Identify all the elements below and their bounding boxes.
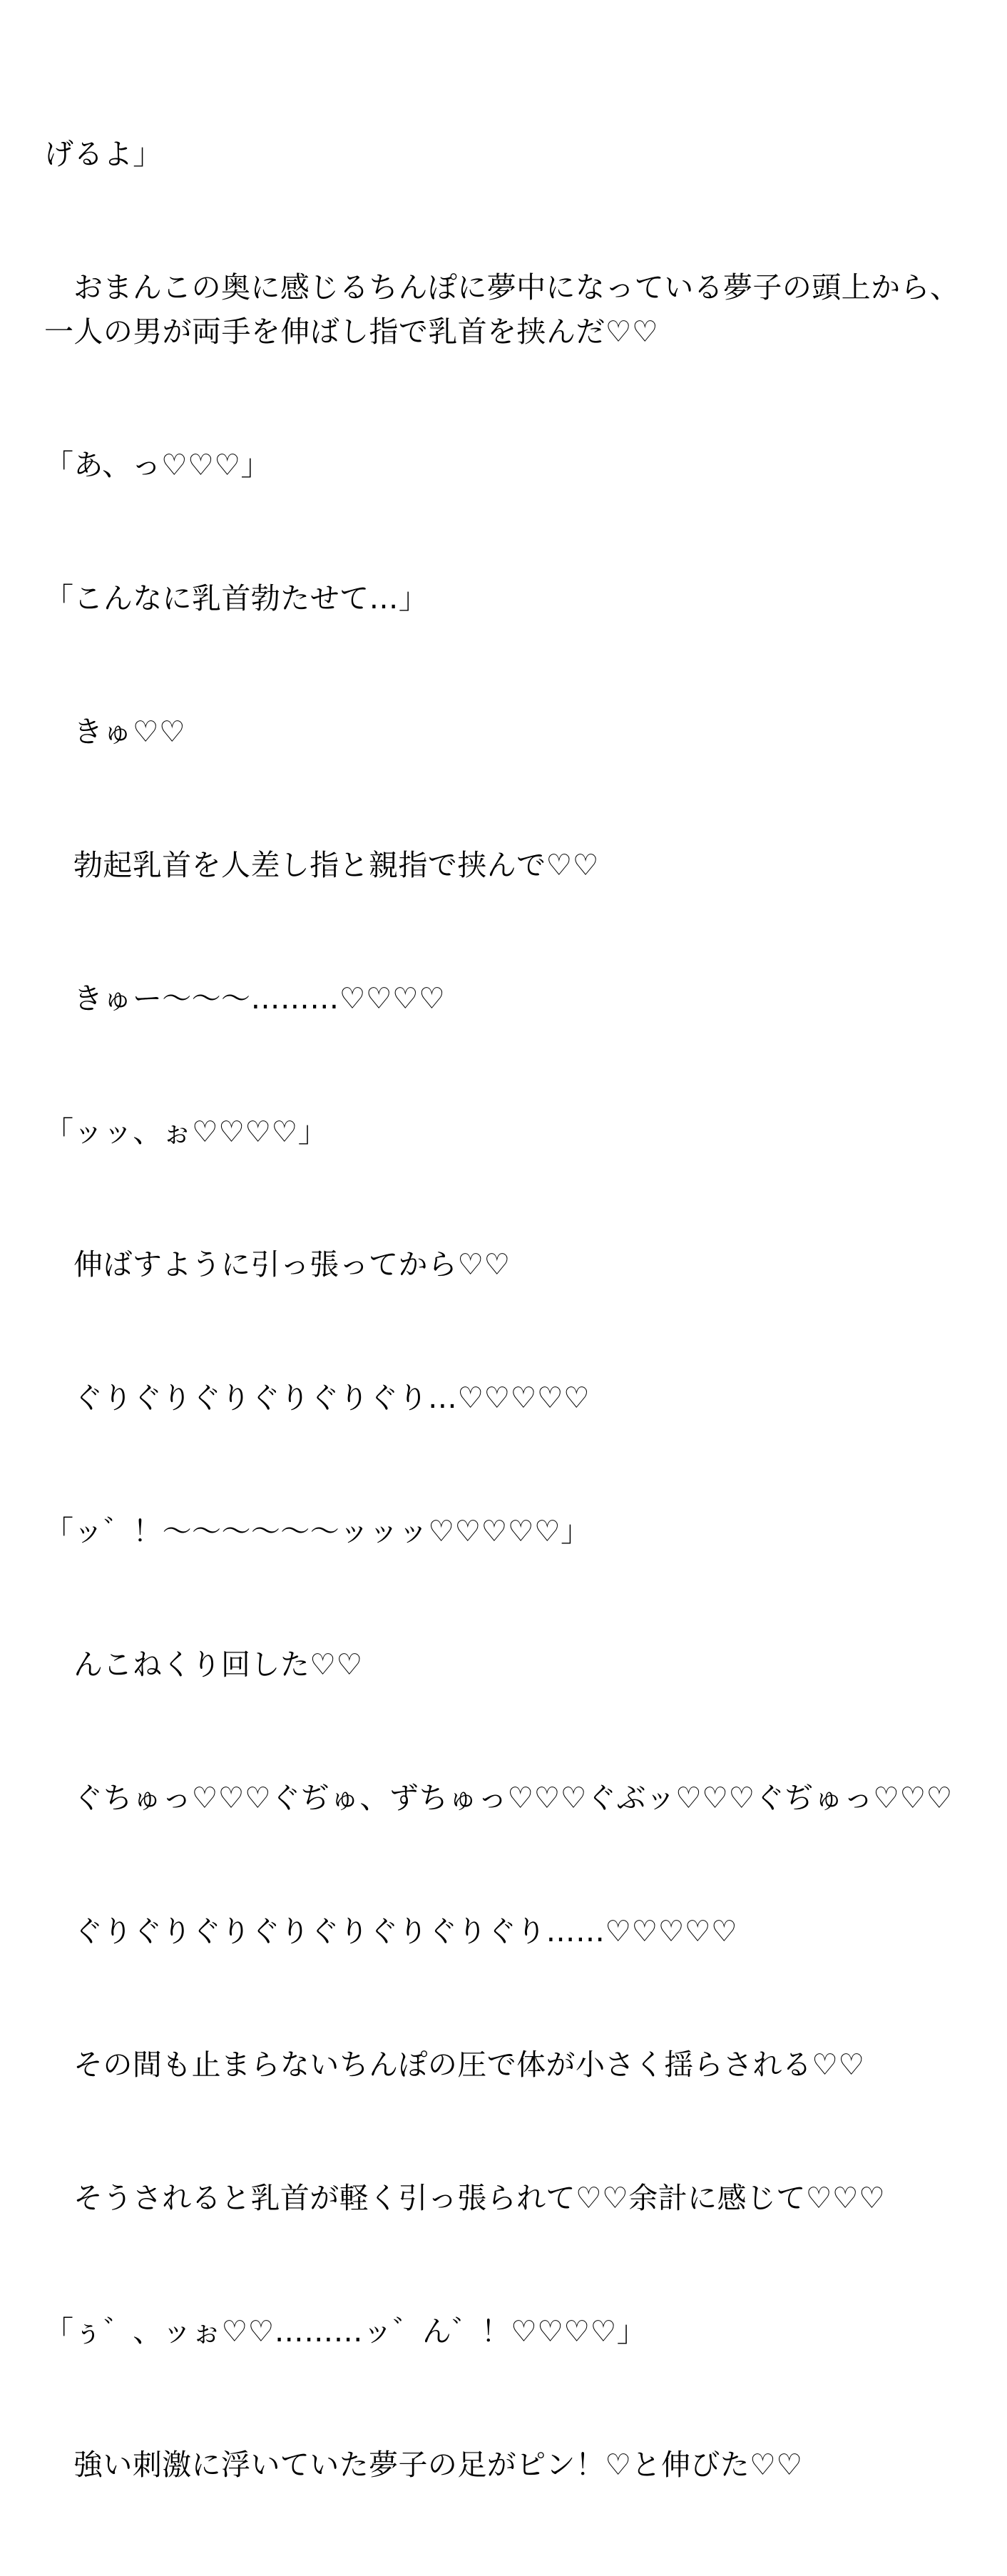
paragraph: そうされると乳首が軽く引っ張られて♡♡余計に感じて♡♡♡ — [73, 2181, 886, 2215]
paragraph: きゅー〜〜〜………♡♡♡♡ — [73, 981, 446, 1016]
paragraph: 「あ、っ♡♡♡」 — [44, 447, 270, 482]
paragraph: 「こんなに乳首勃たせて…」 — [44, 581, 429, 615]
paragraph: 「ぅ゛、ッぉ♡♡………ッ゛ん゛！♡♡♡♡」 — [44, 2314, 647, 2348]
paragraph: んこねくり回した♡♡ — [73, 1647, 363, 1682]
paragraph: おまんこの奥に感じるちんぽに夢中になっている夢子の頭上から、一人の男が両手を伸ばし指で乳首を挟んだ♡♡ — [44, 270, 960, 349]
paragraph: 強い刺激に浮いていた夢子の足がピン！♡と伸びた♡♡ — [73, 2447, 803, 2482]
paragraph: 「ッッ、ぉ♡♡♡♡」 — [44, 1114, 328, 1149]
paragraph: ぐりぐりぐりぐりぐりぐり…♡♡♡♡♡ — [73, 1381, 591, 1416]
paragraph: きゅ♡♡ — [73, 714, 186, 749]
paragraph: 伸ばすように引っ張ってから♡♡ — [73, 1247, 511, 1282]
paragraph: その間も止まらないちんぽの圧で体が小さく揺らされる♡♡ — [73, 2048, 865, 2082]
paragraph: ぐちゅっ♡♡♡ぐぢゅ、ずちゅっ♡♡♡ぐぶッ♡♡♡ぐぢゅっ♡♡♡ — [73, 1781, 953, 1816]
paragraph: げるよ」 — [44, 136, 163, 171]
paragraph: 勃起乳首を人差し指と親指で挟んで♡♡ — [73, 847, 599, 882]
paragraph: 「ッ゛！〜〜〜〜〜〜ッッッ♡♡♡♡♡」 — [44, 1514, 591, 1549]
document-body — [44, 43, 963, 2576]
paragraph: ぐりぐりぐりぐりぐりぐりぐりぐり……♡♡♡♡♡ — [73, 1914, 738, 1949]
